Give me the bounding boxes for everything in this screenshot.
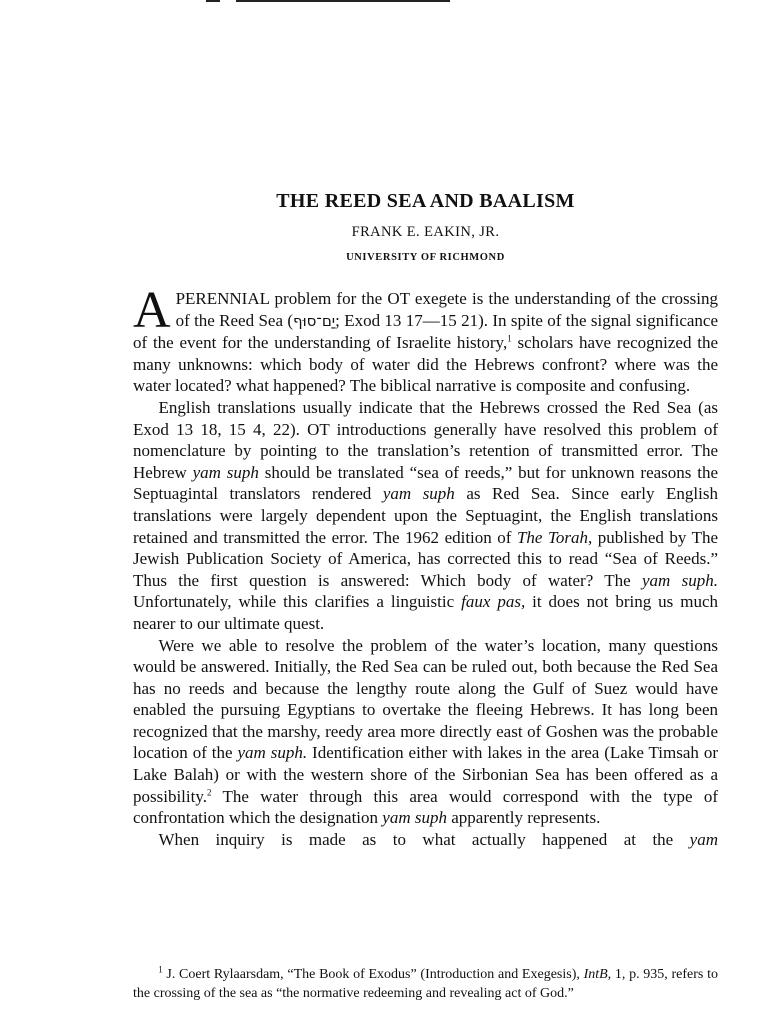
paragraph-4: When inquiry is made as to what actually happened at the yam	[158, 829, 718, 849]
footnote-ref-1: 1	[507, 333, 512, 344]
header-rule-long	[236, 0, 450, 2]
paragraph-1: APERENNIAL problem for the OT exegete is the understanding of the crossing of the Reed Sea (יַם־סוּף; Exod 13 17—15 21). In spite of the signal significance of the event for the understanding of Israelite history,$^1$ scholars have recognized the many unknowns: which body of water did the Hebrews confront? where was the water located? what happened? The biblical narrative is composite and confusing.	[133, 282, 718, 396]
article-title: THE REED SEA AND BAALISM	[276, 190, 575, 212]
footnote-1: $^1$ J. Coert Rylaarsdam, “The Book of Exodus” (Introduction and Exegesis), IntB, 1, p. 935, refers to the crossing of the sea as “the normative redeeming and revealing act of God.”	[133, 964, 718, 1001]
footnotes	[133, 966, 718, 1003]
article-author: FRANK E. EAKIN, JR.	[351, 224, 500, 240]
footnote-ref-2: 2	[207, 787, 212, 797]
drop-cap: A	[133, 282, 171, 339]
paragraph-2: English translations usually indicate that the Hebrews crossed the Red Sea (as Exod 13 18, 15 4, 22). OT introductions generally have resolved this problem of nomenclature by pointing to the translation’s retention of transmitted error. The Hebrew yam suph should be translated “sea of reeds,” but for unknown reasons the Septuagintal translators rendered yam suph as Red Sea. Since early English translations were largely dependent upon the Septuagint, the English translations retained and transmitted the error. The 1962 edition of The Torah, published by The Jewish Publication Society of America, has corrected this to read “Sea of Reeds.” Thus the first question is answered: Which body of water? The yam suph. Unfortunately, while this clarifies a linguistic faux pas, it does not bring us much nearer to our ultimate quest.	[133, 397, 719, 633]
author-affiliation: UNIVERSITY OF RICHMOND	[346, 252, 505, 263]
article-body	[133, 282, 719, 850]
paragraph-3: Were we able to resolve the problem of the water’s location, many questions would be answered. Initially, the Red Sea can be ruled out, both because the Red Sea has no reeds and because the lengthy route along the Gulf of Suez would have enabled the pursuing Egyptians to overtake the fleeing Hebrews. It has long been recognized that the marshy, reedy area more directly east of Goshen was the probable location of the yam suph. Identification either with lakes in the area (Lake Timsah or Lake Balah) or with the western shore of the Sirbonian Sea has been offered as a possibility.$^2$ The water through this area would correspond with the type of confrontation which the designation yam suph apparently represents.	[133, 635, 718, 828]
article	[133, 186, 718, 850]
header-rule-short	[206, 0, 220, 2]
hebrew-term: יַם־סוּף	[293, 311, 336, 330]
